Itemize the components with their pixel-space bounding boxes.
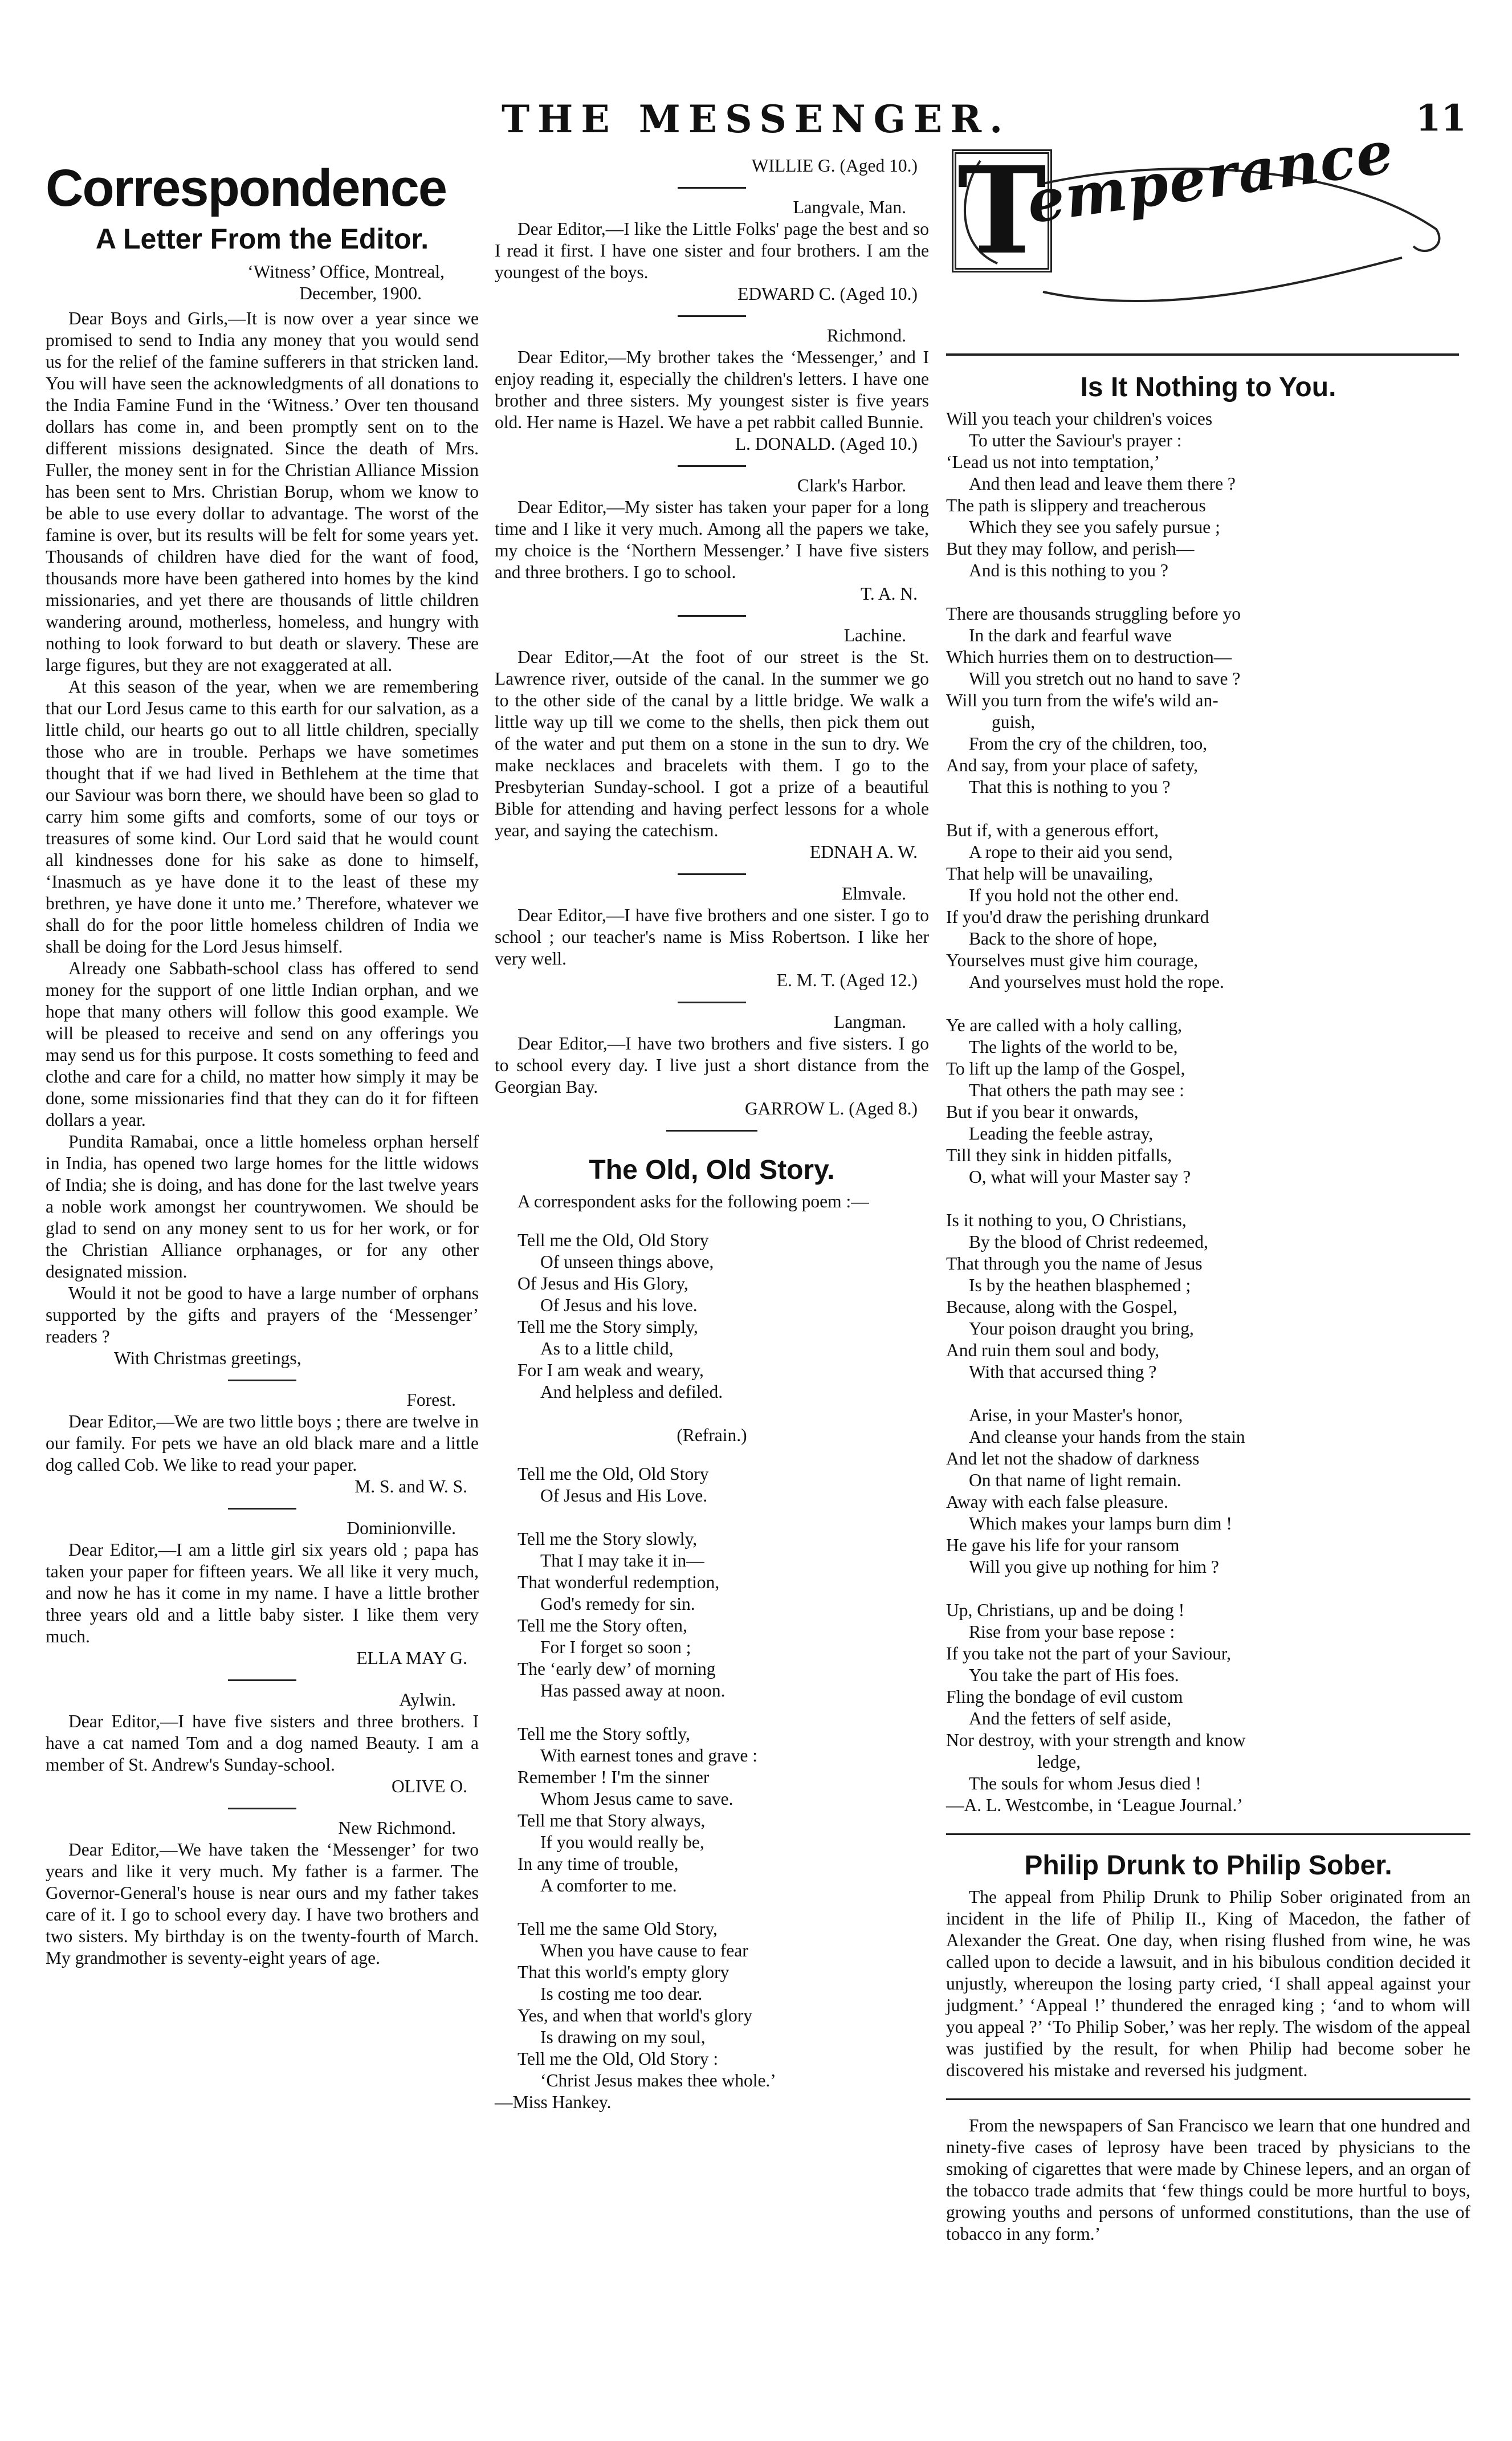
divider: [228, 1679, 296, 1681]
poem-line: For I forget so soon ;: [540, 1637, 691, 1657]
poem-line: That through you the name of Jesus: [946, 1254, 1203, 1274]
poem-line: Tell me the Story often,: [517, 1616, 687, 1636]
poem-line: Tell me the Story simply,: [517, 1317, 698, 1337]
letter-signature: L. DONALD. (Aged 10.): [735, 434, 918, 454]
poem-line: For I am weak and weary,: [517, 1360, 704, 1380]
section-divider: [946, 1833, 1470, 1835]
philip-paragraph: The appeal from Philip Drunk to Philip Sober originated from an incident in the life of Philip II., King of Macedon, the father of Alexander the Great. One day, when rising flushed from wine, he was called upon to decide a lawsuit, and in his bibulous condition decided it unjustly, whereupon the losing party cried, ‘I shall appeal against your judgment.’ ‘Appeal !’ thundered the enraged king ; ‘and to whom will you appeal ?’ ‘To Philip Sober,’ was her reply. The wisdom of the appeal was justified by the result, for when Philip had become sober he discovered his mistake and reversed his judgment.: [946, 1887, 1470, 2080]
poem-line: Will you teach your children's voices: [946, 409, 1213, 429]
poem-line: As to a little child,: [540, 1339, 674, 1358]
letter-text: Dear Editor,—My brother takes the ‘Messenger,’ and I enjoy reading it, especially the children's letters. I have one brother and three sisters. My youngest sister is five years old. Her name is Hazel. We have a pet rabbit called Bunnie.: [495, 347, 929, 432]
poem-line: Is it nothing to you, O Christians,: [946, 1210, 1187, 1230]
poem-line: Is drawing on my soul,: [540, 2027, 706, 2047]
poem-line: Is costing me too dear.: [540, 1984, 703, 2004]
divider: [678, 1002, 746, 1003]
letter-text: Dear Editor,—At the foot of our street is the St. Lawrence river, outside of the canal. In the summer we go to the other side of the canal by a little bridge. We walk a little way up till we come to the shells, then pick them out of the water and put them on a stone in the sun to dry. We make necklaces and bracelets with them. I go to the Presbyterian Sunday-school. I got a prize of a beautiful Bible for attending and having perfect lessons for a whole year, and saying the catechism.: [495, 647, 929, 840]
poem-line: Whom Jesus came to save.: [540, 1789, 733, 1809]
poem-line: And yourselves must hold the rope.: [969, 972, 1224, 992]
poem-stanza: [946, 1405, 1470, 1578]
letter-place: Elmvale.: [842, 884, 906, 904]
poem-stanza: [946, 1600, 1470, 1795]
poem-line: From the cry of the children, too,: [969, 734, 1208, 754]
letter-text: Dear Editor,—I am a little girl six years old ; papa has taken your paper for fifteen years. We all like it very much, and now he has it come in my name. I have a little brother three years old and a little baby sister. I like them very much.: [46, 1540, 479, 1646]
poem-line: God's remedy for sin.: [540, 1594, 695, 1614]
poem-refrain: [495, 1463, 929, 1507]
poem-line: ‘Lead us not into temptation,’: [946, 452, 1160, 472]
editor-paragraph: Pundita Ramabai, once a little homeless orphan herself in India, has opened two large homes for the little widows of India; she is doing, and has done for the last twelve years a noble work amongst her countrywomen. We should be glad to send on any money sent to us for her work, or for the Christian Alliance orphanages, or for any other designated mission.: [46, 1132, 479, 1281]
poem-line: That help will be unavailing,: [946, 864, 1154, 884]
temperance-initial: T: [952, 149, 1052, 272]
poem-line: Of Jesus and His Love.: [540, 1486, 708, 1506]
section-divider: [946, 2098, 1470, 2100]
letter-signature: M. S. and W. S.: [354, 1476, 467, 1496]
poem-line: Remember ! I'm the sinner: [517, 1767, 710, 1787]
poem-line: To lift up the lamp of the Gospel,: [946, 1059, 1185, 1079]
poem-line: Ye are called with a holy calling,: [946, 1015, 1183, 1035]
poem-line: Which hurries them on to destruction—: [946, 647, 1232, 667]
poem-line: Till they sink in hidden pitfalls,: [946, 1145, 1172, 1165]
letter-place: Clark's Harbor.: [797, 475, 906, 495]
letter-place: Aylwin.: [399, 1690, 456, 1710]
poem-line: That this is nothing to you ?: [969, 777, 1171, 797]
poem-line: The souls for whom Jesus died !: [969, 1773, 1201, 1793]
letter-signature: T. A. N.: [860, 584, 918, 604]
poem-line: With earnest tones and grave :: [540, 1746, 757, 1765]
letter-text: Dear Editor,—I have five brothers and one sister. I go to school ; our teacher's name is Miss Robertson. I like her very well.: [495, 905, 929, 969]
poem-line: But if you bear it onwards,: [946, 1102, 1139, 1122]
editor-paragraph: Would it not be good to have a large number of orphans supported by the gifts and prayers of the ‘Messenger’ readers ?: [46, 1283, 479, 1346]
divider: [678, 615, 746, 617]
poem-stanza: [495, 1528, 929, 1702]
poem-line: Tell me the Old, Old Story: [517, 1464, 709, 1484]
poem-stanza: [946, 1210, 1470, 1383]
tobacco-note: From the newspapers of San Francisco we learn that one hundred and ninety-five cases of leprosy have been traced by physicians to the smoking of cigarettes that were made by Chinese lepers, and an organ of the tobacco trade admits that ‘few things could be more hurtful to boys, growing youths and persons of unformed constitutions, than the use of tobacco in any form.’: [946, 2115, 1470, 2244]
poem-line: Yes, and when that world's glory: [517, 2005, 752, 2025]
poem-line: With that accursed thing ?: [969, 1362, 1157, 1382]
letter-text: Dear Editor,—I have two brothers and five sisters. I go to school every day. I live just a short distance from the Georgian Bay.: [495, 1034, 929, 1097]
poem-attribution: —A. L. Westcombe, in ‘League Journal.’: [946, 1795, 1243, 1815]
poem-line: If you'd draw the perishing drunkard: [946, 907, 1209, 927]
poem-line: A comforter to me.: [540, 1875, 677, 1895]
poem-line: Will you give up nothing for him ?: [969, 1557, 1219, 1577]
poem-line: Back to the shore of hope,: [969, 929, 1158, 949]
poem-stanza: [946, 820, 1470, 993]
page-number: 11: [1415, 97, 1466, 140]
poem-line: That this world's empty glory: [517, 1962, 729, 1982]
poem-line: Yourselves must give him courage,: [946, 950, 1199, 970]
poem-line: Leading the feeble astray,: [969, 1124, 1154, 1144]
divider: [678, 187, 746, 189]
poem-line: If you would really be,: [540, 1832, 704, 1852]
letter-signature: GARROW L. (Aged 8.): [744, 1099, 918, 1118]
poem-line: The lights of the world to be,: [969, 1037, 1178, 1057]
poem-line: If you hold not the other end.: [969, 885, 1179, 905]
poem-line: Of unseen things above,: [540, 1252, 714, 1272]
poem-line: Tell me the Old, Old Story :: [517, 2049, 719, 2069]
poem-line: You take the part of His foes.: [969, 1665, 1179, 1685]
poem-line: Is by the heathen blasphemed ;: [969, 1275, 1191, 1295]
divider: [678, 873, 746, 875]
poem-line: But if, with a generous effort,: [946, 820, 1159, 840]
divider: [666, 1130, 757, 1132]
poem-line: Which they see you safely pursue ;: [969, 517, 1220, 537]
poem-line: Of Jesus and his love.: [540, 1295, 698, 1315]
divider: [228, 1808, 296, 1809]
editor-letter-heading: A Letter From the Editor.: [95, 223, 429, 255]
poem-line: And cleanse your hands from the stain: [969, 1427, 1245, 1447]
poem-line: But they may follow, and perish—: [946, 539, 1195, 559]
poem-line: And let not the shadow of darkness: [946, 1449, 1200, 1468]
poem-line: When you have cause to fear: [540, 1940, 748, 1960]
poem-line: And say, from your place of safety,: [946, 755, 1199, 775]
correspondence-heading: Correspondence: [46, 159, 447, 217]
poem-line: And ruin them soul and body,: [946, 1340, 1160, 1360]
poem-line: O, what will your Master say ?: [969, 1167, 1191, 1187]
poem-line: Arise, in your Master's honor,: [969, 1405, 1183, 1425]
poem-author: —Miss Hankey.: [495, 2092, 612, 2112]
poem-line: Tell me the same Old Story,: [517, 1919, 718, 1939]
poem-line: Away with each false pleasure.: [946, 1492, 1168, 1512]
letter-signature: OLIVE O.: [392, 1776, 467, 1796]
letter-text: Dear Editor,—We have taken the ‘Messenger’ for two years and like it very much. My father is a farmer. The Governor-General's house is near ours and my father takes care of it. I go to school every day. I have two brothers and two sisters. My birthday is on the twenty-fourth of March. My grandmother is seventy-eight years of age.: [46, 1840, 479, 1968]
letter-signature: WILLIE G. (Aged 10.): [751, 156, 918, 176]
letter-signature: ELLA MAY G.: [356, 1648, 467, 1668]
poem-line: On that name of light remain.: [969, 1470, 1181, 1490]
poem-stanza: [946, 408, 1470, 581]
masthead-title: THE MESSENGER.: [501, 97, 1011, 141]
poem-line: Will you stretch out no hand to save ?: [969, 669, 1241, 689]
letter-place: Richmond.: [826, 326, 906, 345]
temperance-word: emperance: [1022, 117, 1399, 237]
poem-line: That others the path may see :: [969, 1080, 1184, 1100]
divider: [678, 465, 746, 467]
poem-line: Rise from your base repose :: [969, 1622, 1175, 1642]
letter-place: Dominionville.: [347, 1518, 456, 1538]
poem-line: And is this nothing to you ?: [969, 560, 1169, 580]
poem-stanza: [495, 1723, 929, 1897]
poem-line: Of Jesus and His Glory,: [517, 1274, 688, 1293]
letter-place: Forest.: [406, 1390, 456, 1410]
poem-stanza: [495, 1230, 929, 1403]
letter-signature: EDNAH A. W.: [809, 842, 918, 862]
poem-line: ledge,: [1037, 1752, 1081, 1772]
poem-line: Which makes your lamps burn dim !: [969, 1514, 1232, 1533]
letter-text: Dear Editor,—My sister has taken your paper for a long time and I like it very much. Among all the papers we take, my choice is the ‘Northern Messenger.’ I have five sisters and three brothers. I go to school.: [495, 497, 929, 582]
letter-text: Dear Editor,—I have five sisters and three brothers. I have a cat named Tom and a dog named Beauty. I am a member of St. Andrew's Sunday-school.: [46, 1711, 479, 1775]
poem-line: A rope to their aid you send,: [969, 842, 1173, 862]
editor-paragraph: Dear Boys and Girls,—It is now over a year since we promised to send to India any money that you would send us for the relief of the famine sufferers in that stricken land. You will have seen the acknowledgments of all donations to the India Famine Fund in the ‘Witness.’ Over ten thousand dollars has come in, and been promptly sent on to the different missions designated. Since the death of Mrs. Fuller, the money sent in for the Christian Alliance Mission has been sent to Mrs. Christian Borup, whom we know to be able to use every dollar to advantage. The worst of the famine is over, but its results will be felt for some years yet. Thousands of children have died for the want of food, thousands more have been gathered into homes by the kind missionaries, and yet there are thousands of little children wandering around, motherless, homeless, and hungry with nothing to look forward to but death or slavery. These are large figures, but they are not exaggerated at all.: [46, 308, 479, 675]
dateline-office: ‘Witness’ Office, Montreal,: [247, 262, 445, 282]
poem-line: That wonderful redemption,: [517, 1572, 720, 1592]
poem-line: There are thousands struggling before yo: [946, 604, 1241, 624]
poem-line: The path is slippery and treacherous: [946, 495, 1206, 515]
letter-place: New Richmond.: [338, 1818, 456, 1838]
column-1: [46, 155, 479, 1969]
poem-line: If you take not the part of your Saviour,: [946, 1643, 1231, 1663]
divider: [228, 1508, 296, 1510]
poem-line: And helpless and defiled.: [540, 1382, 723, 1402]
poem-title: Is It Nothing to You.: [1080, 372, 1336, 402]
refrain-label: (Refrain.): [676, 1425, 747, 1445]
poem-line: Tell me the Story slowly,: [517, 1529, 698, 1549]
poem-line: Tell me the Old, Old Story: [517, 1230, 709, 1250]
poem-line: And then lead and leave them there ?: [969, 474, 1236, 494]
poem-line: Tell me the Story softly,: [517, 1724, 690, 1744]
poem-line: To utter the Saviour's prayer :: [969, 430, 1182, 450]
divider: [228, 1380, 296, 1381]
poem-line: Nor destroy, with your strength and know: [946, 1730, 1246, 1750]
poem-line: guish,: [992, 712, 1036, 732]
poem-stanza: [946, 603, 1470, 798]
poem-stanza: [495, 1918, 929, 2092]
column-2: [495, 155, 929, 2113]
poem-line: And the fetters of self aside,: [969, 1708, 1172, 1728]
philip-heading: Philip Drunk to Philip Sober.: [1024, 1850, 1392, 1881]
poem-line: Fling the bondage of evil custom: [946, 1687, 1183, 1707]
poem-line: In the dark and fearful wave: [969, 625, 1172, 645]
poem-line: ‘Christ Jesus makes thee whole.’: [540, 2070, 776, 2090]
editor-paragraph: Already one Sabbath-school class has offered to send money for the support of one little Indian orphan, and we hope that many others will follow this good example. We will be pleased to receive and send on any offerings you may send us for this purpose. It costs something to feed and clothe and care for a child, no matter how simply it may be done, some missionaries find that they can do it for fifteen dollars a year.: [46, 958, 479, 1130]
letter-place: Langvale, Man.: [793, 197, 906, 217]
poem-line: Your poison draught you bring,: [969, 1319, 1194, 1339]
poem-line: He gave his life for your ransom: [946, 1535, 1180, 1555]
letter-text: Dear Editor,—I like the Little Folks' page the best and so I read it first. I have one sister and four brothers. I am the youngest of the boys.: [495, 219, 929, 282]
letter-text: Dear Editor,—We are two little boys ; there are twelve in our family. For pets we have an old black mare and a little dog called Cob. We like to read your paper.: [46, 1411, 479, 1475]
poem-line: Tell me that Story always,: [517, 1811, 706, 1830]
poem-line: Because, along with the Gospel,: [946, 1297, 1177, 1317]
old-story-heading: The Old, Old Story.: [589, 1155, 835, 1185]
old-story-intro: A correspondent asks for the following poem :—: [517, 1191, 869, 1211]
greeting: With Christmas greetings,: [114, 1348, 301, 1368]
editor-paragraph: At this season of the year, when we are remembering that our Lord Jesus came to this earth for our salvation, as a little child, our hearts go out to all little children, specially those who are in trouble. Perhaps we have sometimes thought that if we had lived in Bethlehem at the time that our Saviour was born there, we should have been so glad to carry him some gifts and comforts, some of our toys or treasures of some kind. Our Lord said that he would count all kindnesses done for his sake as done to himself, ‘Inasmuch as ye have done it to the least of these my brethren, ye have done it unto me.’ Therefore, whatever we shall do for the poor little homeless children of India we shall be doing for the Lord Jesus himself.: [46, 677, 479, 957]
poem-line: Has passed away at noon.: [540, 1681, 726, 1700]
dateline-date: December, 1900.: [299, 283, 422, 303]
poem-line: In any time of trouble,: [517, 1854, 679, 1874]
letter-place: Langman.: [834, 1012, 906, 1032]
poem-line: The ‘early dew’ of morning: [517, 1659, 716, 1679]
poem-line: That I may take it in—: [540, 1551, 704, 1571]
poem-stanza: [946, 1015, 1470, 1188]
poem-line: Will you turn from the wife's wild an-: [946, 690, 1218, 710]
divider: [678, 315, 746, 317]
poem-line: Up, Christians, up and be doing !: [946, 1600, 1185, 1620]
letter-signature: E. M. T. (Aged 12.): [776, 970, 918, 990]
letter-place: Lachine.: [843, 625, 906, 645]
letter-signature: EDWARD C. (Aged 10.): [737, 284, 918, 304]
poem-line: By the blood of Christ redeemed,: [969, 1232, 1208, 1252]
